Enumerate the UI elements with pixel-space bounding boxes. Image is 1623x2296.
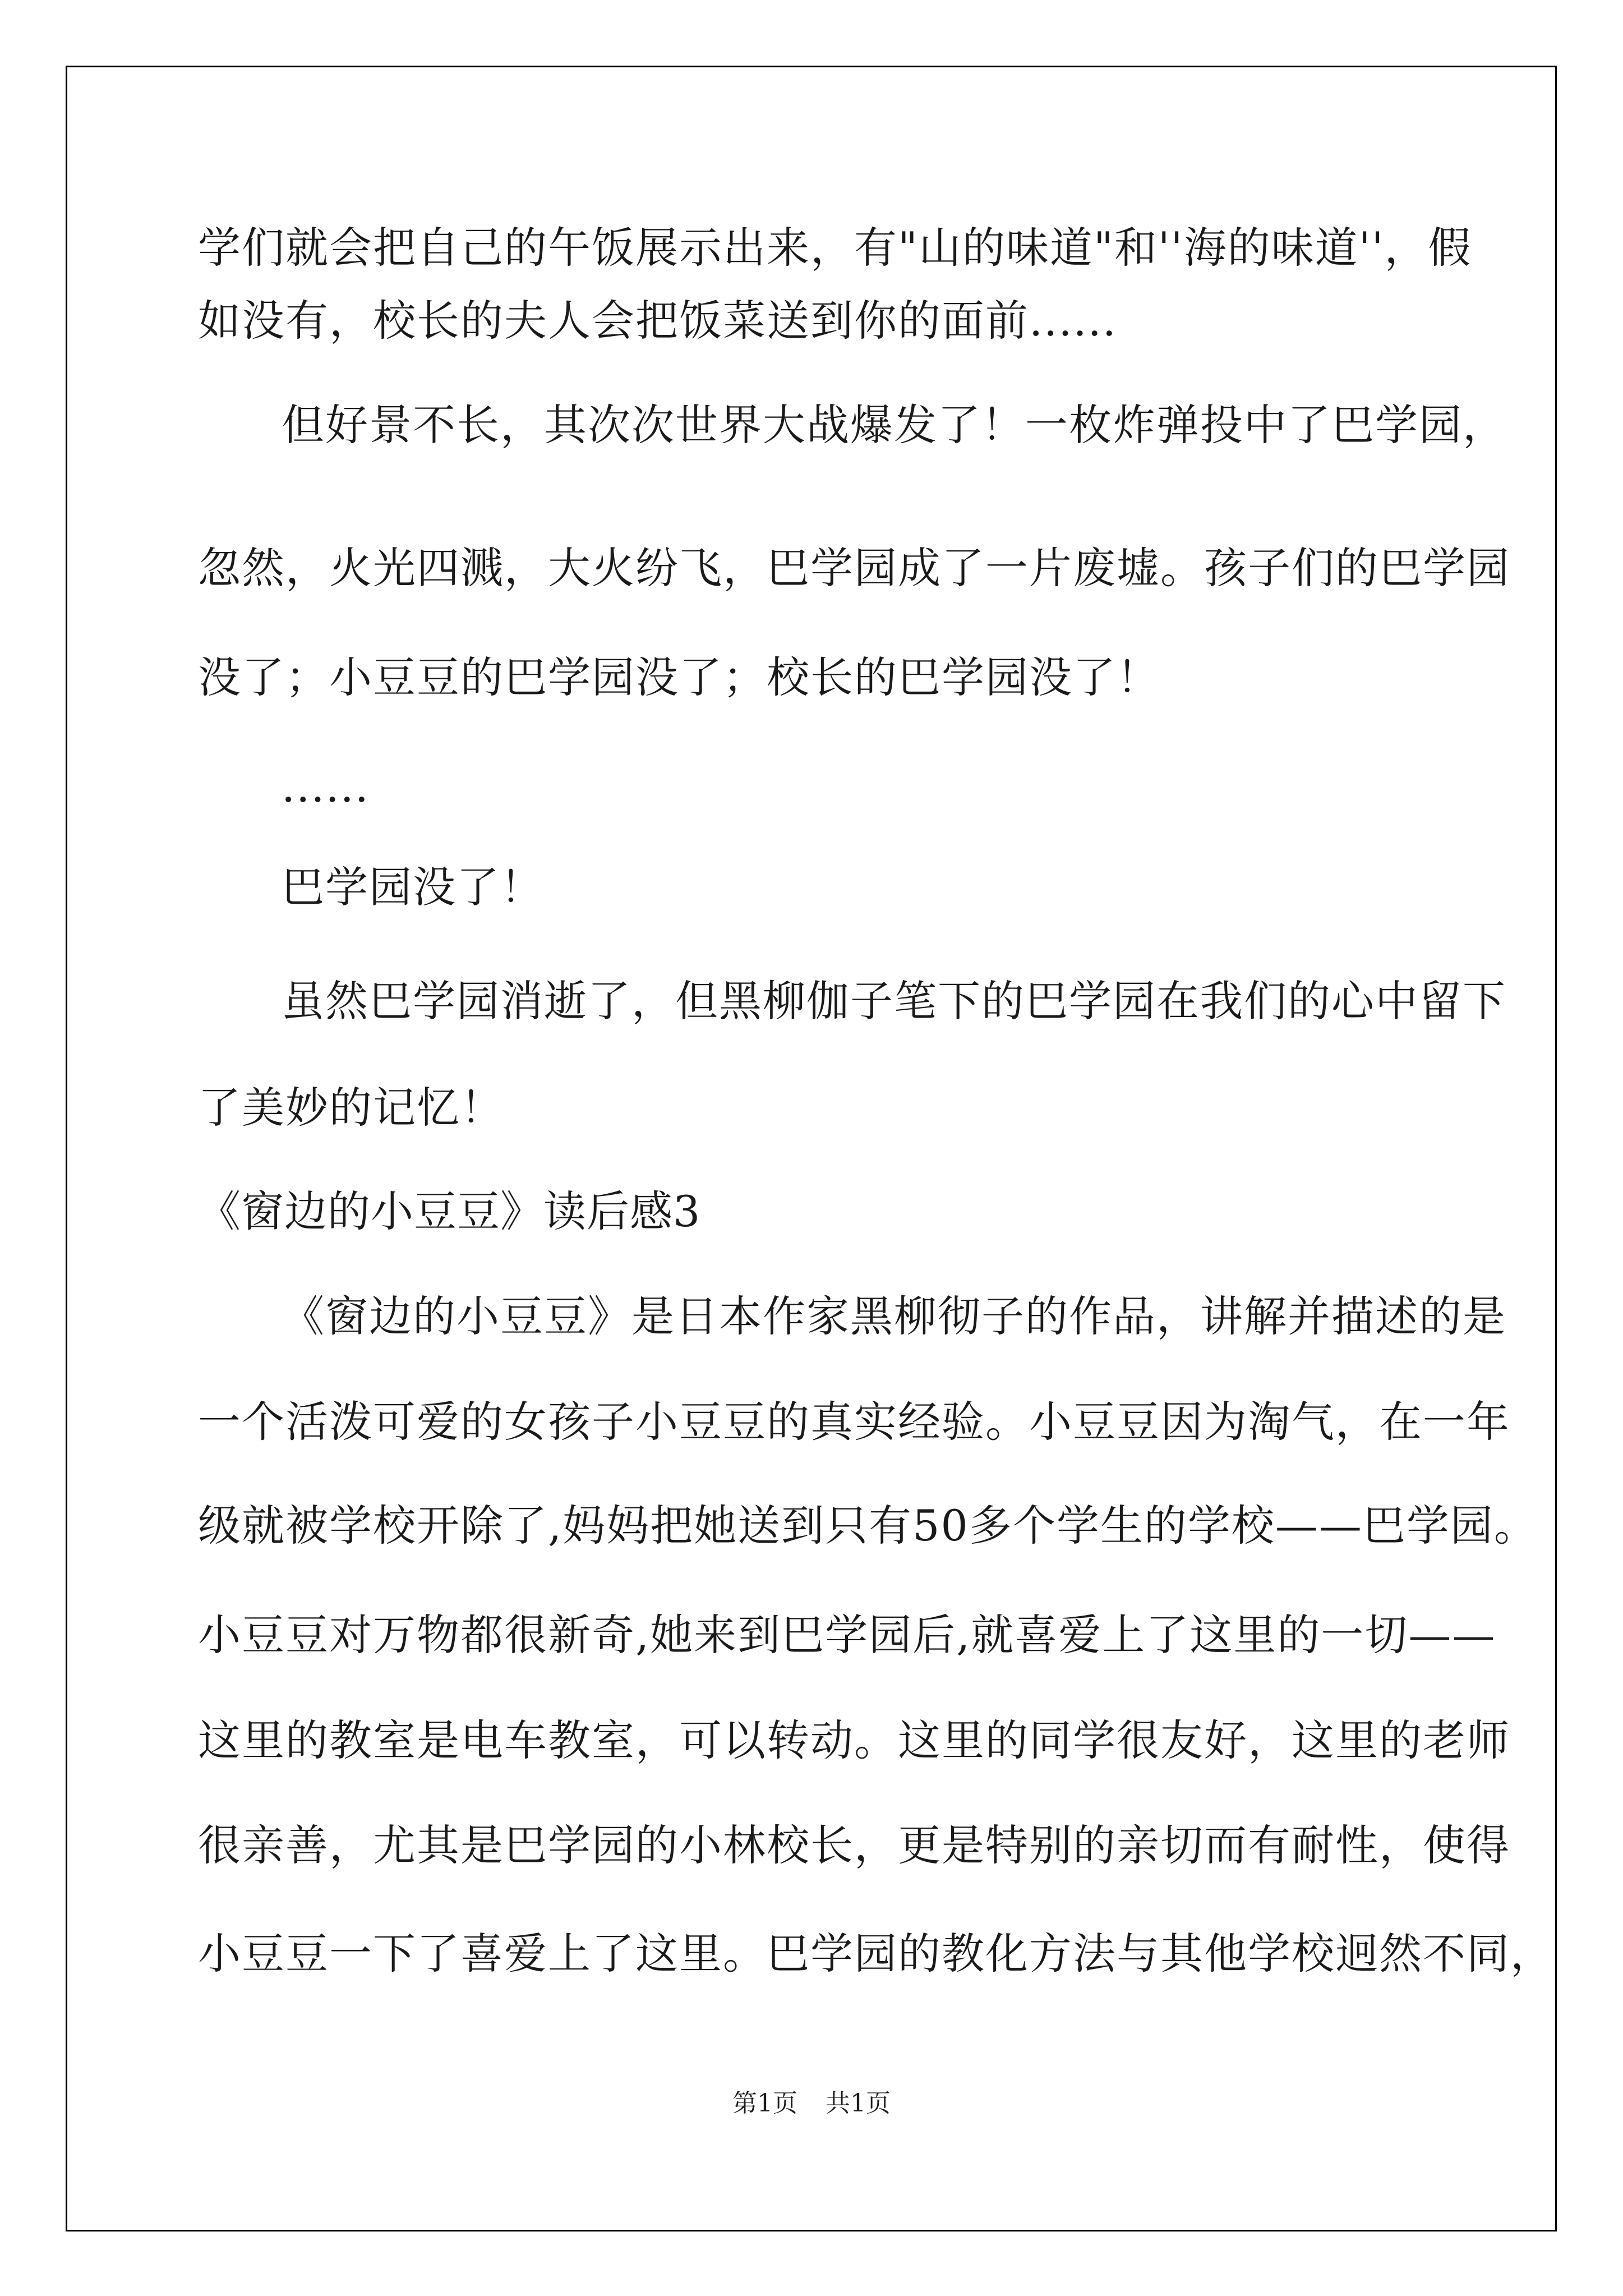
text-line-4: 忽然，火光四溅，大火纷飞，巴学园成了一片废墟。孩子们的巴学园	[198, 543, 1510, 593]
text-line-15: 这里的教室是电车教室，可以转动。这里的同学很友好，这里的老师	[198, 1715, 1510, 1765]
text-line-1: 学们就会把自己的午饭展示出来，有"山的味道"和''海的味道''，假	[198, 223, 1472, 273]
text-line-7: 巴学园没了！	[282, 862, 544, 912]
text-line-9: 了美妙的记忆！	[198, 1083, 504, 1133]
text-line-2: 如没有，校长的夫人会把饭菜送到你的面前......	[198, 296, 1117, 346]
text-line-16: 很亲善，尤其是巴学园的小林校长，更是特别的亲切而有耐性，使得	[198, 1820, 1510, 1870]
text-line-13: 级就被学校开除了,妈妈把她送到只有50多个学生的学校——巴学园。	[198, 1501, 1538, 1550]
text-line-8: 虽然巴学园消逝了，但黑柳伽子笔下的巴学园在我们的心中留下	[282, 976, 1506, 1026]
text-line-11: 《窗边的小豆豆》是日本作家黑柳彻子的作品，讲解并描述的是	[282, 1291, 1506, 1341]
text-line-ellipsis: ......	[282, 762, 370, 812]
text-line-5: 没了；小豆豆的巴学园没了；校长的巴学园没了！	[198, 652, 1160, 702]
section-heading: 《窗边的小豆豆》读后感3	[198, 1186, 701, 1236]
page-number: 第1页	[732, 2089, 797, 2118]
text-line-12: 一个活泼可爱的女孩子小豆豆的真实经验。小豆豆因为淘气，在一年	[198, 1397, 1510, 1447]
page-footer	[0, 2087, 1623, 2120]
text-line-14: 小豆豆对万物都很新奇,她来到巴学园后,就喜爱上了这里的一切——	[198, 1610, 1496, 1660]
page-border	[66, 66, 1557, 2231]
page-total: 共1页	[826, 2089, 891, 2118]
text-line-3: 但好景不长，其次次世界大战爆发了！一枚炸弹投中了巴学园，	[282, 400, 1506, 450]
text-line-17: 小豆豆一下了喜爱上了这里。巴学园的教化方法与其他学校迥然不同，	[198, 1929, 1554, 1978]
